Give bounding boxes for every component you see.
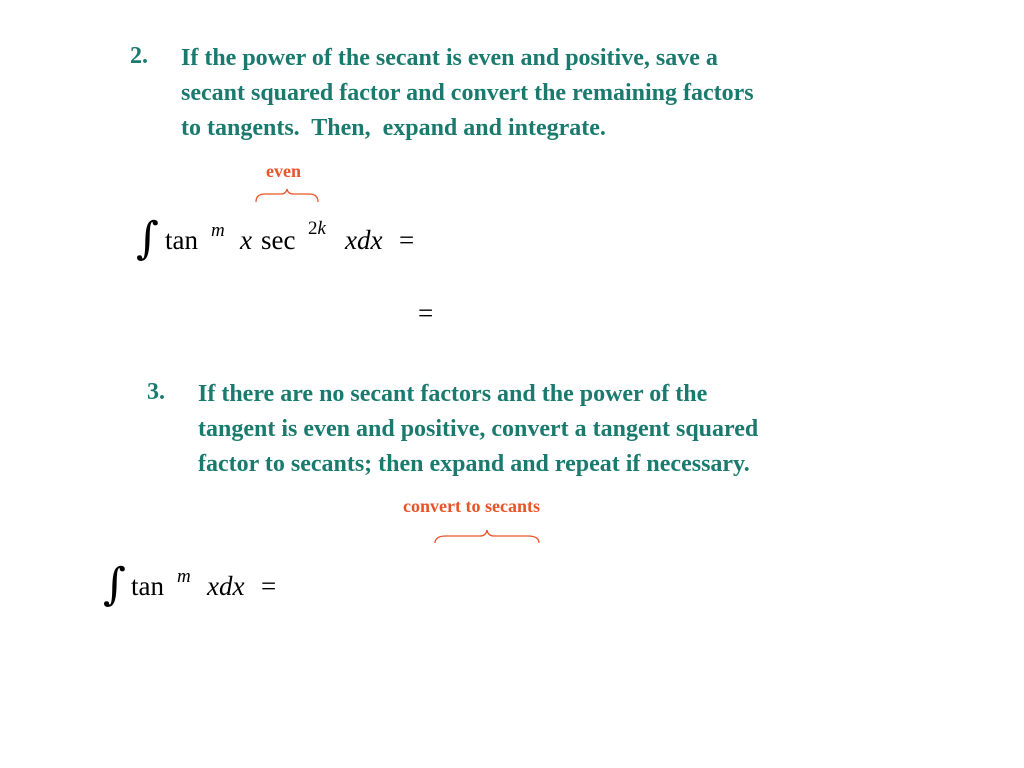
rule-3-brace xyxy=(434,529,540,545)
rule-2-line-2: secant squared factor and convert the remaining factors xyxy=(181,80,754,106)
rule-2-x: x xyxy=(240,225,252,255)
rule-3-number: 3. xyxy=(147,379,165,405)
rule-2-number: 2. xyxy=(130,43,148,69)
rule-2-annotation-even: even xyxy=(266,161,301,181)
rule-2-equals: = xyxy=(399,225,415,255)
rule-2-text xyxy=(181,41,901,146)
rule-2-tan-exponent: m xyxy=(211,220,225,241)
rule-2-line-3: to tangents. Then, expand and integrate. xyxy=(181,115,606,141)
rule-3-text xyxy=(198,377,898,482)
rule-3-tan: tan xyxy=(131,571,164,601)
rule-2-second-equals: = xyxy=(418,298,434,328)
rule-3-equals: = xyxy=(261,571,277,601)
rule-2-sec-exponent xyxy=(308,218,326,240)
rule-3-line-1: If there are no secant factors and the power of the xyxy=(198,381,708,407)
rule-3-annotation-convert: convert to secants xyxy=(403,496,540,516)
rule-3-tan-exponent: m xyxy=(177,566,191,587)
rule-2-line-1: If the power of the secant is even and positive, save a xyxy=(181,45,718,71)
rule-2-integral-sign: ∫ xyxy=(136,213,159,264)
rule-3-xdx: xdx xyxy=(207,571,245,601)
rule-2-brace xyxy=(255,188,319,204)
rule-3-integral-sign: ∫ xyxy=(103,559,126,610)
rule-2-sec: sec xyxy=(261,225,296,255)
rule-2-tan: tan xyxy=(165,225,198,255)
rule-2-sec-exponent-var: k xyxy=(317,218,326,239)
rule-3-line-2: tangent is even and positive, convert a tangent squared xyxy=(198,416,759,442)
rule-2-sec-exponent-coef: 2 xyxy=(308,218,318,239)
rule-3-line-3: factor to secants; then expand and repeat if necessary. xyxy=(198,451,750,477)
rule-2-xdx: xdx xyxy=(345,225,383,255)
